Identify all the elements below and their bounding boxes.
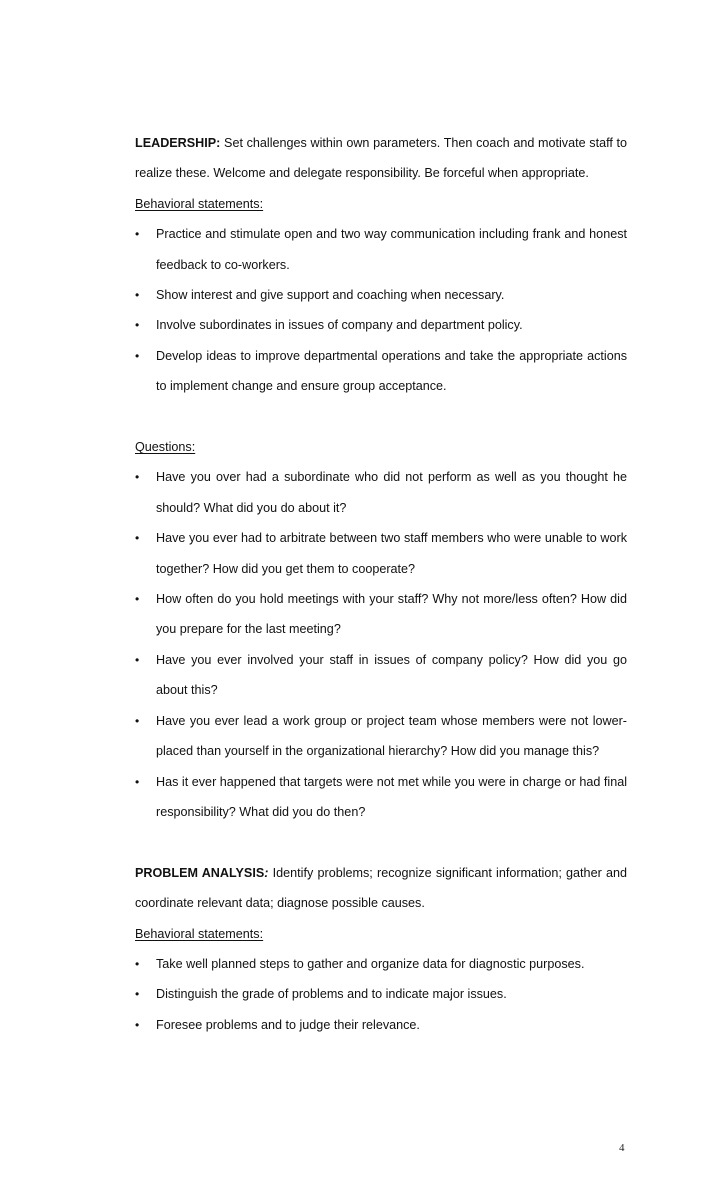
leadership-behavioral-label: Behavioral statements:: [135, 196, 264, 211]
bullet-icon: •: [135, 956, 140, 971]
list-item: • Have you ever involved your staff in issues of company policy? How did you go about this?: [135, 645, 627, 706]
leadership-heading: LEADERSHIP:: [135, 136, 221, 150]
bullet-icon: •: [135, 318, 140, 333]
list-item: • Foresee problems and to judge their relevance.: [135, 1010, 627, 1040]
page-number: 4: [619, 1142, 625, 1154]
list-item: • Has it ever happened that targets were not met while you were in charge or had final responsibility? What did you do then?: [135, 767, 627, 828]
problem-analysis-behavioral-label: Behavioral statements:: [135, 926, 264, 941]
document-body: [135, 128, 627, 1040]
leadership-text: Set challenges within own parameters. Then coach and motivate staff to realize these. Welcome and delegate responsibility. Be forceful when appropriate.: [135, 136, 628, 181]
bullet-icon: •: [135, 227, 140, 242]
bullet-icon: •: [135, 713, 140, 728]
list-item: • Involve subordinates in issues of company and department policy.: [135, 310, 627, 340]
list-item: • Have you ever had to arbitrate between two staff members who were unable to work together? How did you get them to cooperate?: [135, 523, 627, 584]
bullet-icon: •: [135, 1017, 140, 1032]
list-item: • How often do you hold meetings with your staff? Why not more/less often? How did you prepare for the last meeting?: [135, 584, 627, 645]
bullet-icon: •: [135, 592, 140, 607]
list-item: • Practice and stimulate open and two way communication including frank and honest feedback to co-workers.: [135, 219, 627, 280]
problem-analysis-paragraph: [135, 858, 627, 919]
leadership-questions-label: Questions:: [135, 440, 196, 455]
bullet-icon: •: [135, 652, 140, 667]
problem-analysis-behavioral-list: [135, 949, 627, 1040]
bullet-icon: •: [135, 531, 140, 546]
spacer: [135, 827, 627, 857]
list-item: • Take well planned steps to gather and organize data for diagnostic purposes.: [135, 949, 627, 979]
bullet-icon: •: [135, 774, 140, 789]
spacer: [135, 402, 627, 432]
list-item: • Distinguish the grade of problems and to indicate major issues.: [135, 979, 627, 1009]
problem-analysis-colon: :: [264, 865, 269, 880]
bullet-icon: •: [135, 470, 140, 485]
problem-analysis-text: Identify problems; recognize significant information; gather and coordinate relevant data; diagnose possible causes.: [135, 865, 627, 911]
leadership-questions-list: [135, 462, 627, 827]
leadership-paragraph: [135, 128, 627, 189]
problem-analysis-heading: PROBLEM ANALYSIS: [135, 865, 265, 880]
list-item: • Develop ideas to improve departmental operations and take the appropriate actions to implement change and ensure group acceptance.: [135, 341, 627, 402]
bullet-icon: •: [135, 987, 140, 1002]
list-item: • Show interest and give support and coaching when necessary.: [135, 280, 627, 310]
bullet-icon: •: [135, 348, 140, 363]
leadership-behavioral-list: [135, 219, 627, 401]
bullet-icon: •: [135, 288, 140, 303]
list-item: • Have you over had a subordinate who did not perform as well as you thought he should? What did you do about it?: [135, 462, 627, 523]
list-item: • Have you ever lead a work group or project team whose members were not lower-placed than yourself in the organizational hierarchy? How did you manage this?: [135, 706, 627, 767]
